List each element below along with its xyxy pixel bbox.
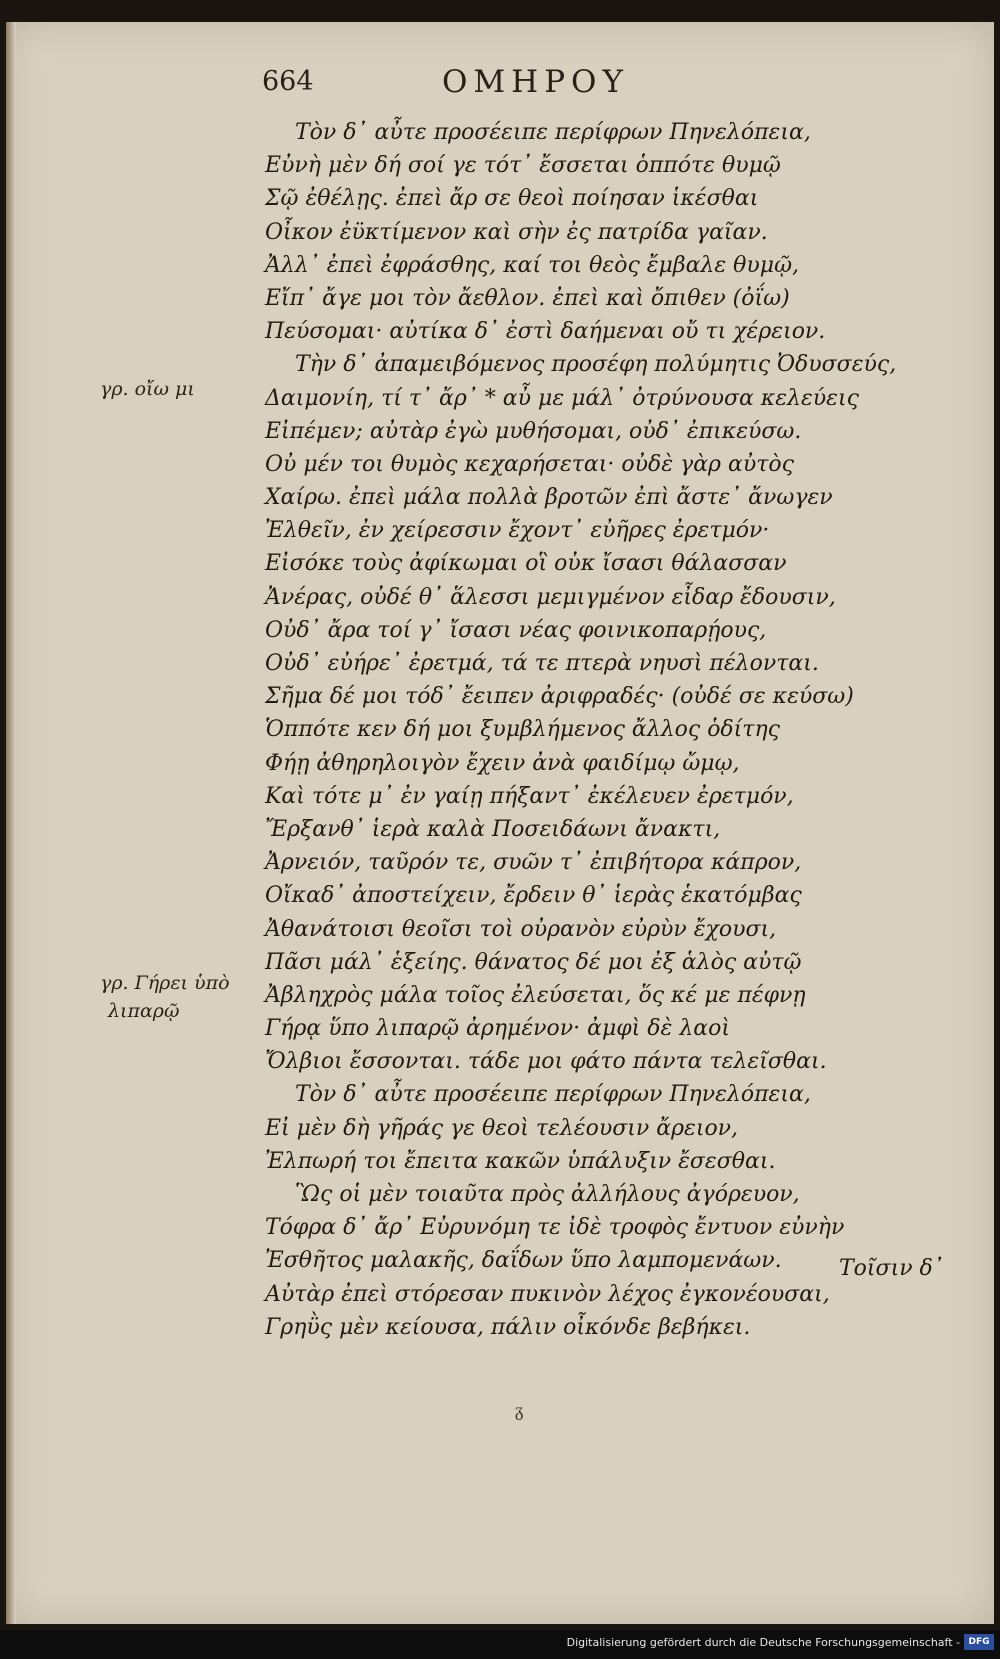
- verse-line: Πεύσομαι· αὐτίκα δ᾽ ἐστὶ δαήμεναι οὔ τι χέρειον.: [265, 319, 826, 345]
- page-number: 664: [262, 66, 314, 97]
- verse-line: Ἔρξανθ᾽ ἱερὰ καλὰ Ποσειδάωνι ἄνακτι,: [265, 816, 721, 842]
- marginal-note: λιπαρῷ: [108, 1000, 180, 1022]
- verse-line: Πᾶσι μάλ᾽ ἑξείης. θάνατος δέ μοι ἐξ ἁλὸς αὐτῷ: [265, 949, 802, 975]
- verse-line: Οἶκον ἐϋκτίμενον καὶ σὴν ἐς πατρίδα γαῖαν.: [265, 219, 768, 245]
- verse-line: Ἀρνειόν, ταῦρόν τε, συῶν τ᾽ ἐπιβήτορα κάπρον,: [265, 850, 802, 876]
- page-header: [262, 66, 962, 106]
- footer-bar: [0, 1630, 1000, 1659]
- verse-line: Εἰπέμεν; αὐτὰρ ἐγὼ μυθήσομαι, οὐδ᾽ ἐπικεύσω.: [265, 418, 802, 444]
- verse-line: Εὐνὴ μὲν δή σοί γε τότ᾽ ἔσσεται ὁππότε θυμῷ: [265, 153, 781, 179]
- verse-line: Ἀνέρας, οὐδέ θ᾽ ἅλεσσι μεμιγμένον εἶδαρ ἔδουσιν,: [265, 584, 836, 610]
- verse-line: Γήρᾳ ὕπο λιπαρῷ ἀρημένον· ἀμφὶ δὲ λαοὶ: [265, 1016, 730, 1042]
- verse-line: Τὴν δ᾽ ἀπαμειβόμενος προσέφη πολύμητις Ὀδυσσεύς,: [295, 352, 897, 378]
- verse-line: Ἀλλ᾽ ἐπεὶ ἐφράσθης, καί τοι θεὸς ἔμβαλε θυμῷ,: [265, 252, 800, 278]
- verse-line: Ὣς οἱ μὲν τοιαῦτα πρὸς ἀλλήλους ἀγόρευον,: [295, 1182, 800, 1207]
- verse-line: Ἐλπωρή τοι ἔπειτα κακῶν ὑπάλυξιν ἔσεσθαι.: [265, 1148, 776, 1174]
- verse-line: Τὸν δ᾽ αὖτε προσέειπε περίφρων Πηνελόπεια,: [295, 1082, 811, 1108]
- running-title: ΟΜΗΡΟΥ: [442, 64, 629, 100]
- verse-line: Ἐλθεῖν, ἐν χείρεσσιν ἔχοντ᾽ εὐῆρες ἐρετμόν·: [265, 518, 770, 544]
- verse-line: Αὐτὰρ ἐπεὶ στόρεσαν πυκινὸν λέχος ἐγκονέουσαι,: [265, 1281, 830, 1307]
- verse-line: Εἴπ᾽ ἄγε μοι τὸν ἄεθλον. ἐπεὶ καὶ ὄπιθεν (ὀΐω): [265, 285, 790, 311]
- verse-line: Φήῃ ἀθηρηλοιγὸν ἔχειν ἀνὰ φαιδίμῳ ὤμῳ,: [265, 750, 740, 776]
- verse-line: Οὐδ᾽ ἄρα τοί γ᾽ ἴσασι νέας φοινικοπαρῄους,: [265, 617, 767, 643]
- verse-block: [265, 116, 985, 1344]
- verse-line: Τόφρα δ᾽ ἄρ᾽ Εὐρυνόμη τε ἰδὲ τροφὸς ἔντυον εὐνὴν: [265, 1215, 845, 1241]
- verse-line: Καὶ τότε μ᾽ ἐν γαίῃ πήξαντ᾽ ἐκέλευεν ἐρετμόν,: [265, 783, 794, 809]
- verse-line: Ὁππότε κεν δή μοι ξυμβλήμενος ἄλλος ὁδίτης: [265, 717, 780, 743]
- marginal-note: γρ. Γήρει ὑπὸ: [100, 972, 230, 994]
- verse-line: Χαίρω. ἐπεὶ μάλα πολλὰ βροτῶν ἐπὶ ἄστε᾽ ἄνωγεν: [265, 485, 833, 511]
- signature-mark: ᵹ: [515, 1400, 524, 1421]
- verse-line: Σῷ ἐθέλῃς. ἐπεὶ ἄρ σε θεοὶ ποίησαν ἱκέσθαι: [265, 186, 759, 212]
- verse-line: Ἀβληχρὸς μάλα τοῖος ἐλεύσεται, ὅς κέ με πέφνῃ: [265, 982, 806, 1008]
- verse-line: Ἀθανάτοισι θεοῖσι τοὶ οὐρανὸν εὐρὺν ἔχουσι,: [265, 916, 777, 942]
- verse-line: Σῆμα δέ μοι τόδ᾽ ἔειπεν ἀριφραδές· (οὐδέ σε κεύσω): [265, 684, 854, 710]
- footer-credit: Digitalisierung gefördert durch die Deutsche Forschungsgemeinschaft -: [566, 1636, 960, 1649]
- verse-line: Εἰσόκε τοὺς ἀφίκωμαι οἳ οὐκ ἴσασι θάλασσαν: [265, 551, 787, 577]
- verse-line: Ὄλβιοι ἔσσονται. τάδε μοι φάτο πάντα τελεῖσθαι.: [265, 1049, 827, 1075]
- page-binding-edge: [6, 22, 16, 1624]
- verse-line: Οἴκαδ᾽ ἀποστείχειν, ἔρδειν θ᾽ ἱερὰς ἑκατόμβας: [265, 883, 802, 909]
- verse-line: Ἐσθῆτος μαλακῆς, δαΐδων ὕπο λαμπομενάων.: [265, 1248, 782, 1274]
- verse-line: Εἰ μὲν δὴ γῆράς γε θεοὶ τελέουσιν ἄρειον,: [265, 1115, 739, 1141]
- verse-line: Δαιμονίη, τί τ᾽ ἄρ᾽ * αὖ με μάλ᾽ ὀτρύνουσα κελεύεις: [265, 385, 859, 411]
- catchword: Τοῖσιν δ᾽: [839, 1256, 944, 1281]
- marginal-note: γρ. οἴω μι: [100, 378, 195, 400]
- verse-line: Οὐδ᾽ εὐήρε᾽ ἐρετμά, τά τε πτερὰ νηυσὶ πέλονται.: [265, 651, 819, 676]
- verse-line: Τὸν δ᾽ αὖτε προσέειπε περίφρων Πηνελόπεια,: [295, 120, 811, 145]
- dfg-logo: DFG: [964, 1634, 994, 1650]
- verse-line: Γρηῢς μὲν κείουσα, πάλιν οἶκόνδε βεβήκει.: [265, 1314, 751, 1340]
- verse-line: Οὐ μέν τοι θυμὸς κεχαρήσεται· οὐδὲ γὰρ αὐτὸς: [265, 451, 794, 477]
